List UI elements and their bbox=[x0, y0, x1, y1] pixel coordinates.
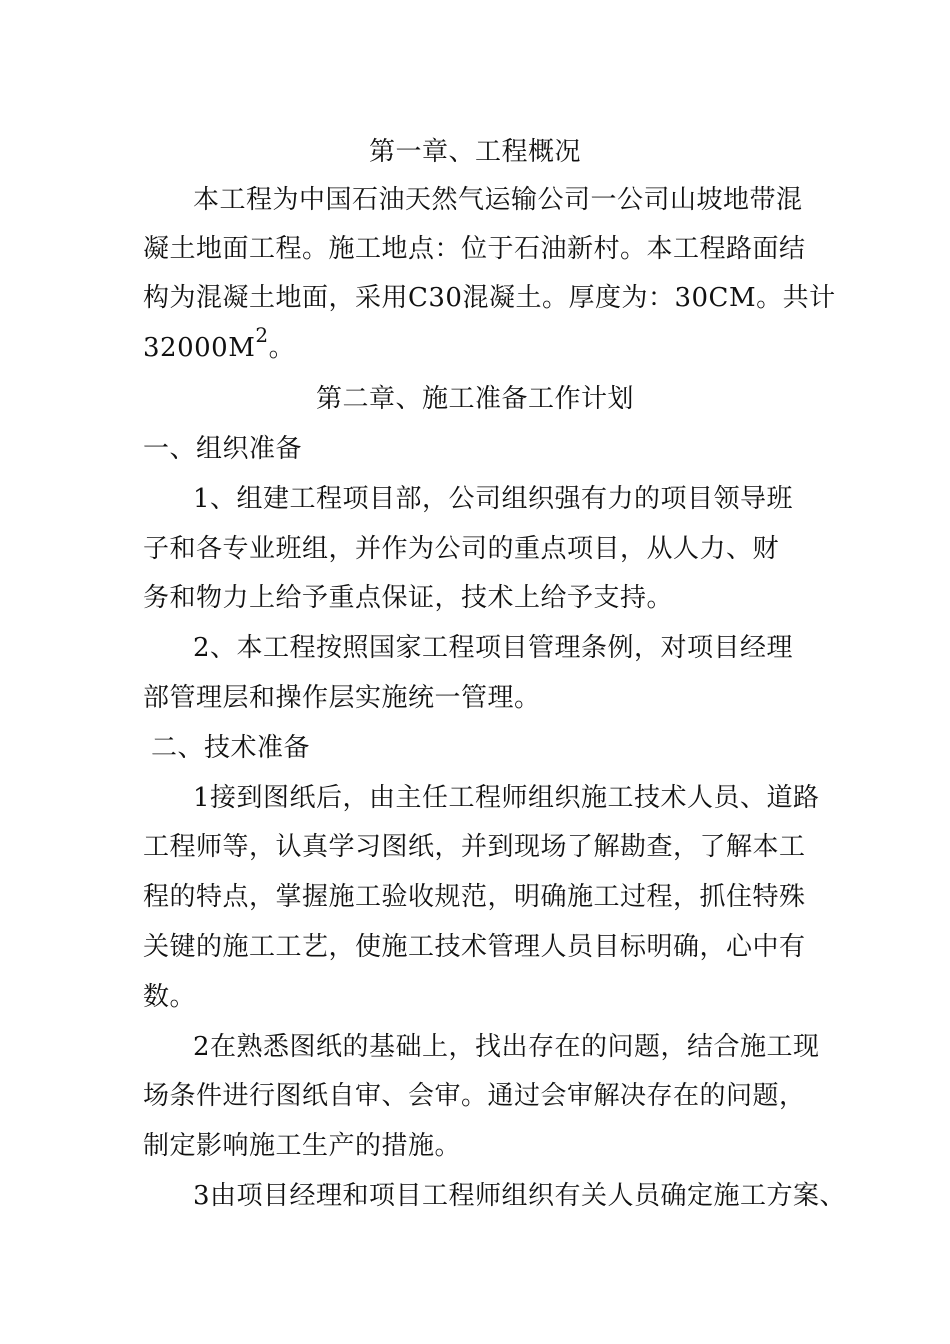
chapter1-line-3: 构为混凝土地面，采用C30混凝土。厚度为：30CM。共计 bbox=[143, 283, 836, 313]
section1-item1-line-3: 务和物力上给予重点保证，技术上给予支持。 bbox=[143, 583, 674, 613]
section2-item3-line-1: 3由项目经理和项目工程师组织有关人员确定施工方案、 bbox=[193, 1181, 847, 1211]
chapter1-area bbox=[143, 323, 296, 363]
section1-heading: 一、组织准备 bbox=[143, 434, 303, 464]
section2-item2-line-1: 2在熟悉图纸的基础上，找出存在的问题，结合施工现 bbox=[193, 1032, 820, 1062]
section2-item1-line-5: 数。 bbox=[143, 982, 197, 1012]
area-suffix: 。 bbox=[268, 333, 296, 363]
section2-item2-line-2: 场条件进行图纸自审、会审。通过会审解决存在的问题， bbox=[143, 1081, 806, 1111]
chapter1-line-1: 本工程为中国石油天然气运输公司一公司山坡地带混 bbox=[193, 185, 803, 215]
area-value: 32000M bbox=[143, 333, 256, 363]
section2-item1-line-2: 工程师等，认真学习图纸，并到现场了解勘查，了解本工 bbox=[143, 832, 806, 862]
section2-item1-line-1: 1接到图纸后，由主任工程师组织施工技术人员、道路 bbox=[193, 783, 820, 813]
chapter1-title: 第一章、工程概况 bbox=[368, 137, 581, 167]
section1-item1-line-1: 1、组建工程项目部，公司组织强有力的项目领导班 bbox=[193, 484, 794, 514]
section2-item1-line-4: 关键的施工工艺，使施工技术管理人员目标明确，心中有 bbox=[143, 932, 806, 962]
area-exponent: 2 bbox=[255, 323, 269, 347]
section1-item1-line-2: 子和各专业班组，并作为公司的重点项目，从人力、财 bbox=[143, 534, 780, 564]
chapter1-line-2: 凝土地面工程。施工地点：位于石油新村。本工程路面结 bbox=[143, 234, 806, 264]
section1-item2-line-2: 部管理层和操作层实施统一管理。 bbox=[143, 683, 541, 713]
section2-item2-line-3: 制定影响施工生产的措施。 bbox=[143, 1131, 462, 1161]
section2-heading: 二、技术准备 bbox=[151, 733, 311, 763]
chapter2-title: 第二章、施工准备工作计划 bbox=[315, 384, 634, 414]
section1-item2-line-1: 2、本工程按照国家工程项目管理条例，对项目经理 bbox=[193, 633, 794, 663]
section2-item1-line-3: 程的特点，掌握施工验收规范，明确施工过程，抓住特殊 bbox=[143, 882, 806, 912]
